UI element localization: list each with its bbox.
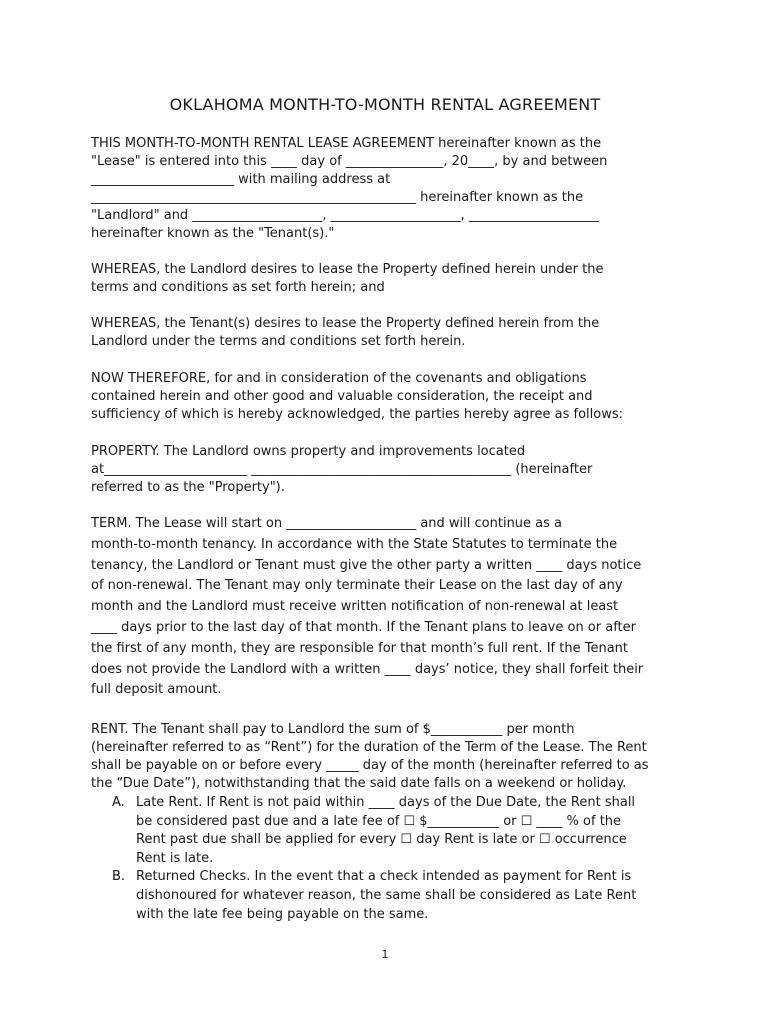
property-line: referred to as the "Property"). <box>91 480 285 495</box>
term-line: TERM. The Lease will start on ____________________ and will continue as a <box>91 516 563 531</box>
intro-line: ______________________ with mailing address at <box>91 172 391 187</box>
whereas-landlord-paragraph <box>91 261 691 297</box>
term-line: tenancy, the Landlord or Tenant must give the other party a written ____ days notice <box>91 557 642 573</box>
rent-paragraph <box>91 721 691 793</box>
document-title: OKLAHOMA MONTH-TO-MONTH RENTAL AGREEMENT <box>169 95 601 114</box>
whereas-line: WHEREAS, the Landlord desires to lease the Property defined herein under the <box>91 262 604 277</box>
term-line: full deposit amount. <box>91 682 222 698</box>
term-line: month and the Landlord must receive written notification of non-renewal at least <box>91 599 619 615</box>
term-line: of non-renewal. The Tenant may only terminate their Lease on the last day of any <box>91 578 623 594</box>
whereas-line: terms and conditions as set forth herein; and <box>91 280 385 295</box>
whereas-line: WHEREAS, the Tenant(s) desires to lease the Property defined herein from the <box>91 316 600 331</box>
list-item-line: Late Rent. If Rent is not paid within ____ days of the Due Date, the Rent shall <box>136 795 636 810</box>
page-number: 1 <box>381 948 389 961</box>
rent-line: shall be payable on or before every _____ day of the month (hereinafter referred to as <box>91 758 649 773</box>
term-line: ____ days prior to the last day of that month. If the Tenant plans to leave on or after <box>91 619 636 635</box>
list-item-line: with the late fee being payable on the same. <box>136 906 429 922</box>
now-therefore-line: sufficiency of which is hereby acknowledged, the parties hereby agree as follows: <box>91 407 623 422</box>
rent-subclause-list <box>91 794 691 924</box>
list-item-line: Rent past due shall be applied for every ☐ day Rent is late or ☐ occurrence <box>136 832 627 848</box>
list-item-line: dishonoured for whatever reason, the same shall be considered as Late Rent <box>136 887 637 903</box>
property-line: at______________________ ________________________________________ (hereinafter <box>91 462 593 477</box>
whereas-tenant-paragraph <box>91 315 691 351</box>
term-line: month-to-month tenancy. In accordance with the State Statutes to terminate the <box>91 536 618 552</box>
rent-line: the “Due Date”), notwithstanding that the said date falls on a weekend or holiday. <box>91 776 627 791</box>
intro-line: hereinafter known as the "Tenant(s)." <box>91 226 335 241</box>
list-item-line: Returned Checks. In the event that a check intended as payment for Rent is <box>136 869 632 885</box>
whereas-line: Landlord under the terms and conditions set forth herein. <box>91 334 466 349</box>
property-paragraph <box>91 443 691 497</box>
intro-line: "Lease" is entered into this ____ day of _______________, 20____, by and between <box>91 154 608 169</box>
now-therefore-paragraph <box>91 370 691 424</box>
intro-paragraph <box>91 135 691 243</box>
intro-line: __________________________________________________ hereinafter known as the <box>91 190 584 205</box>
list-item-line: Rent is late. <box>136 850 214 866</box>
now-therefore-line: contained herein and other good and valuable consideration, the receipt and <box>91 389 593 404</box>
list-marker: A. <box>112 795 125 810</box>
term-paragraph <box>91 514 691 701</box>
list-item-line: be considered past due and a late fee of ☐ $___________ or ☐ ____ % of the <box>136 813 622 829</box>
rent-line: RENT. The Tenant shall pay to Landlord the sum of $___________ per month <box>91 722 575 737</box>
list-item-returned-checks <box>91 868 691 924</box>
term-line: does not provide the Landlord with a written ____ days’ notice, they shall forfeit their <box>91 661 644 677</box>
rent-line: (hereinafter referred to as “Rent”) for the duration of the Term of the Lease. The Rent <box>91 740 647 755</box>
property-line: PROPERTY. The Landlord owns property and improvements located <box>91 444 526 459</box>
intro-line: THIS MONTH-TO-MONTH RENTAL LEASE AGREEMENT hereinafter known as the <box>91 136 602 151</box>
now-therefore-line: NOW THEREFORE, for and in consideration of the covenants and obligations <box>91 371 587 386</box>
list-item-late-rent <box>91 794 691 868</box>
list-marker: B. <box>112 869 126 885</box>
intro-line: "Landlord" and ____________________, ____________________, ____________________ <box>91 208 599 223</box>
term-line: the first of any month, they are responsible for that month’s full rent. If the Tenant <box>91 640 629 656</box>
